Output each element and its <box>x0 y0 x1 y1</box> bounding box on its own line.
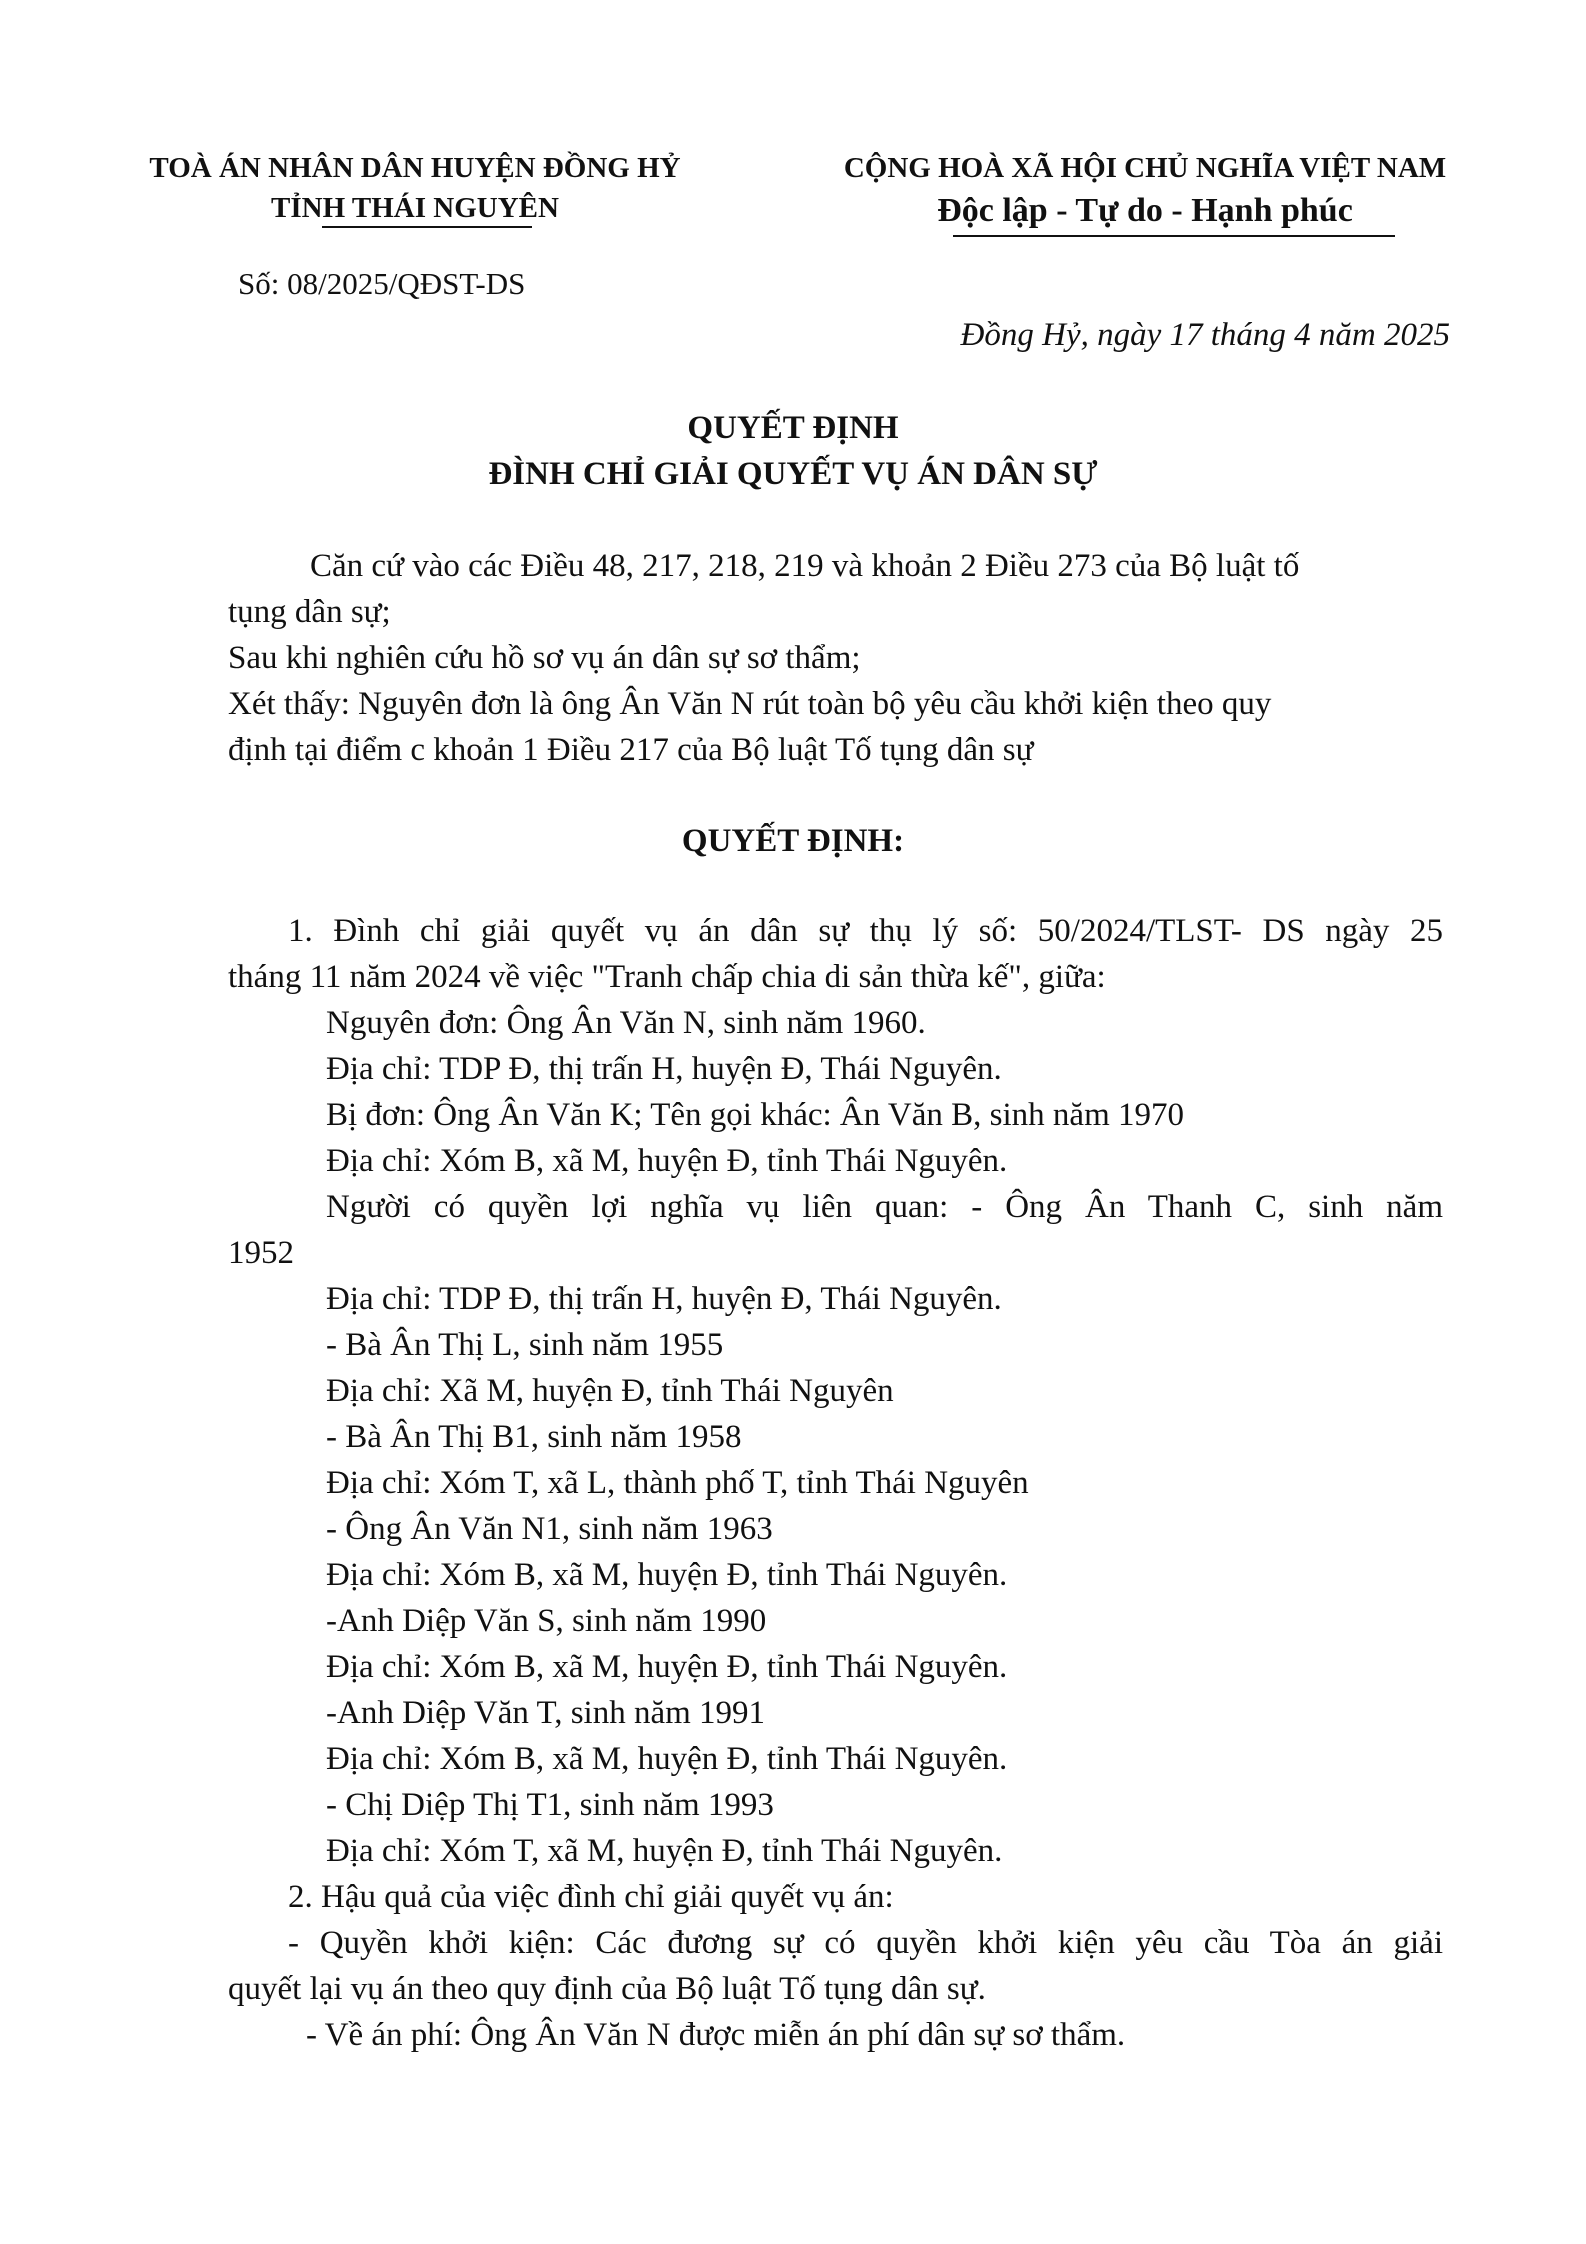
issue-date: Đồng Hỷ, ngày 17 tháng 4 năm 2025 <box>960 317 1450 353</box>
preamble-review: Sau khi nghiên cứu hồ sơ vụ án dân sự sơ thẩm; <box>228 640 861 676</box>
related-party-t: -Anh Diệp Văn T, sinh năm 1991 <box>326 1695 766 1731</box>
related-party-t-address: Địa chỉ: Xóm B, xã M, huyện Đ, tỉnh Thái Nguyên. <box>326 1741 1008 1777</box>
preamble-finding-line1: Xét thấy: Nguyên đơn là ông Ân Văn N rút toàn bộ yêu cầu khởi kiện theo quy <box>228 686 1272 722</box>
item2-heading: 2. Hậu quả của việc đình chỉ giải quyết vụ án: <box>288 1879 894 1915</box>
related-party-t1: - Chị Diệp Thị T1, sinh năm 1993 <box>326 1787 774 1823</box>
related-party-l: - Bà Ân Thị L, sinh năm 1955 <box>326 1327 724 1363</box>
related-party-c-address: Địa chỉ: TDP Đ, thị trấn H, huyện Đ, Thái Nguyên. <box>326 1281 1002 1317</box>
related-party-b1: - Bà Ân Thị B1, sinh năm 1958 <box>326 1419 742 1455</box>
court-name: TOÀ ÁN NHÂN DÂN HUYỆN ĐỒNG HỶ <box>149 152 681 184</box>
item1-line2: tháng 11 năm 2024 về việc "Tranh chấp chia di sản thừa kế", giữa: <box>228 959 1106 995</box>
item2-right-line2: quyết lại vụ án theo quy định của Bộ luật Tố tụng dân sự. <box>228 1971 986 2007</box>
item2-right-line1: - Quyền khởi kiện: Các đương sự có quyền khởi kiện yêu cầu Tòa án giải <box>288 1925 1443 1961</box>
national-header <box>790 148 1500 234</box>
national-name: CỘNG HOÀ XÃ HỘI CHỦ NGHĨA VIỆT NAM <box>843 152 1447 184</box>
document-subtitle: ĐÌNH CHỈ GIẢI QUYẾT VỤ ÁN DÂN SỰ <box>488 456 1098 492</box>
related-party-line1: Người có quyền lợi nghĩa vụ liên quan: - Ông Ân Thanh C, sinh năm <box>326 1189 1443 1225</box>
related-party-t1-address: Địa chỉ: Xóm T, xã M, huyện Đ, tỉnh Thái Nguyên. <box>326 1833 1003 1869</box>
document-title: QUYẾT ĐỊNH <box>687 410 899 446</box>
court-header <box>110 148 720 228</box>
plaintiff-address: Địa chỉ: TDP Đ, thị trấn H, huyện Đ, Thái Nguyên. <box>326 1051 1002 1087</box>
national-motto-underline <box>953 235 1395 237</box>
preamble-basis-line2: tụng dân sự; <box>228 594 391 630</box>
related-party-line2: 1952 <box>228 1235 294 1271</box>
related-party-b1-address: Địa chỉ: Xóm T, xã L, thành phố T, tỉnh Thái Nguyên <box>326 1465 1029 1501</box>
related-party-n1-address: Địa chỉ: Xóm B, xã M, huyện Đ, tỉnh Thái Nguyên. <box>326 1557 1008 1593</box>
related-party-l-address: Địa chỉ: Xã M, huyện Đ, tỉnh Thái Nguyên <box>326 1373 894 1409</box>
court-province: TỈNH THÁI NGUYÊN <box>271 192 559 224</box>
item1-line1: 1. Đình chỉ giải quyết vụ án dân sự thụ lý số: 50/2024/TLST- DS ngày 25 <box>288 913 1443 949</box>
related-party-n1: - Ông Ân Văn N1, sinh năm 1963 <box>326 1511 773 1547</box>
court-header-underline <box>322 226 532 228</box>
defendant: Bị đơn: Ông Ân Văn K; Tên gọi khác: Ân Văn B, sinh năm 1970 <box>326 1097 1184 1133</box>
decision-heading: QUYẾT ĐỊNH: <box>681 823 905 859</box>
preamble-basis-line1: Căn cứ vào các Điều 48, 217, 218, 219 và khoản 2 Điều 273 của Bộ luật tố <box>310 548 1300 584</box>
item2-fee: - Về án phí: Ông Ân Văn N được miễn án phí dân sự sơ thẩm. <box>306 2017 1126 2053</box>
related-party-s: -Anh Diệp Văn S, sinh năm 1990 <box>326 1603 767 1639</box>
defendant-address: Địa chỉ: Xóm B, xã M, huyện Đ, tỉnh Thái Nguyên. <box>326 1143 1008 1179</box>
related-party-s-address: Địa chỉ: Xóm B, xã M, huyện Đ, tỉnh Thái Nguyên. <box>326 1649 1008 1685</box>
plaintiff: Nguyên đơn: Ông Ân Văn N, sinh năm 1960. <box>326 1005 926 1041</box>
preamble-finding-line2: định tại điểm c khoản 1 Điều 217 của Bộ luật Tố tụng dân sự <box>228 732 1034 768</box>
national-motto: Độc lập - Tự do - Hạnh phúc <box>937 192 1353 229</box>
document-number: Số: 08/2025/QĐST-DS <box>238 266 526 301</box>
